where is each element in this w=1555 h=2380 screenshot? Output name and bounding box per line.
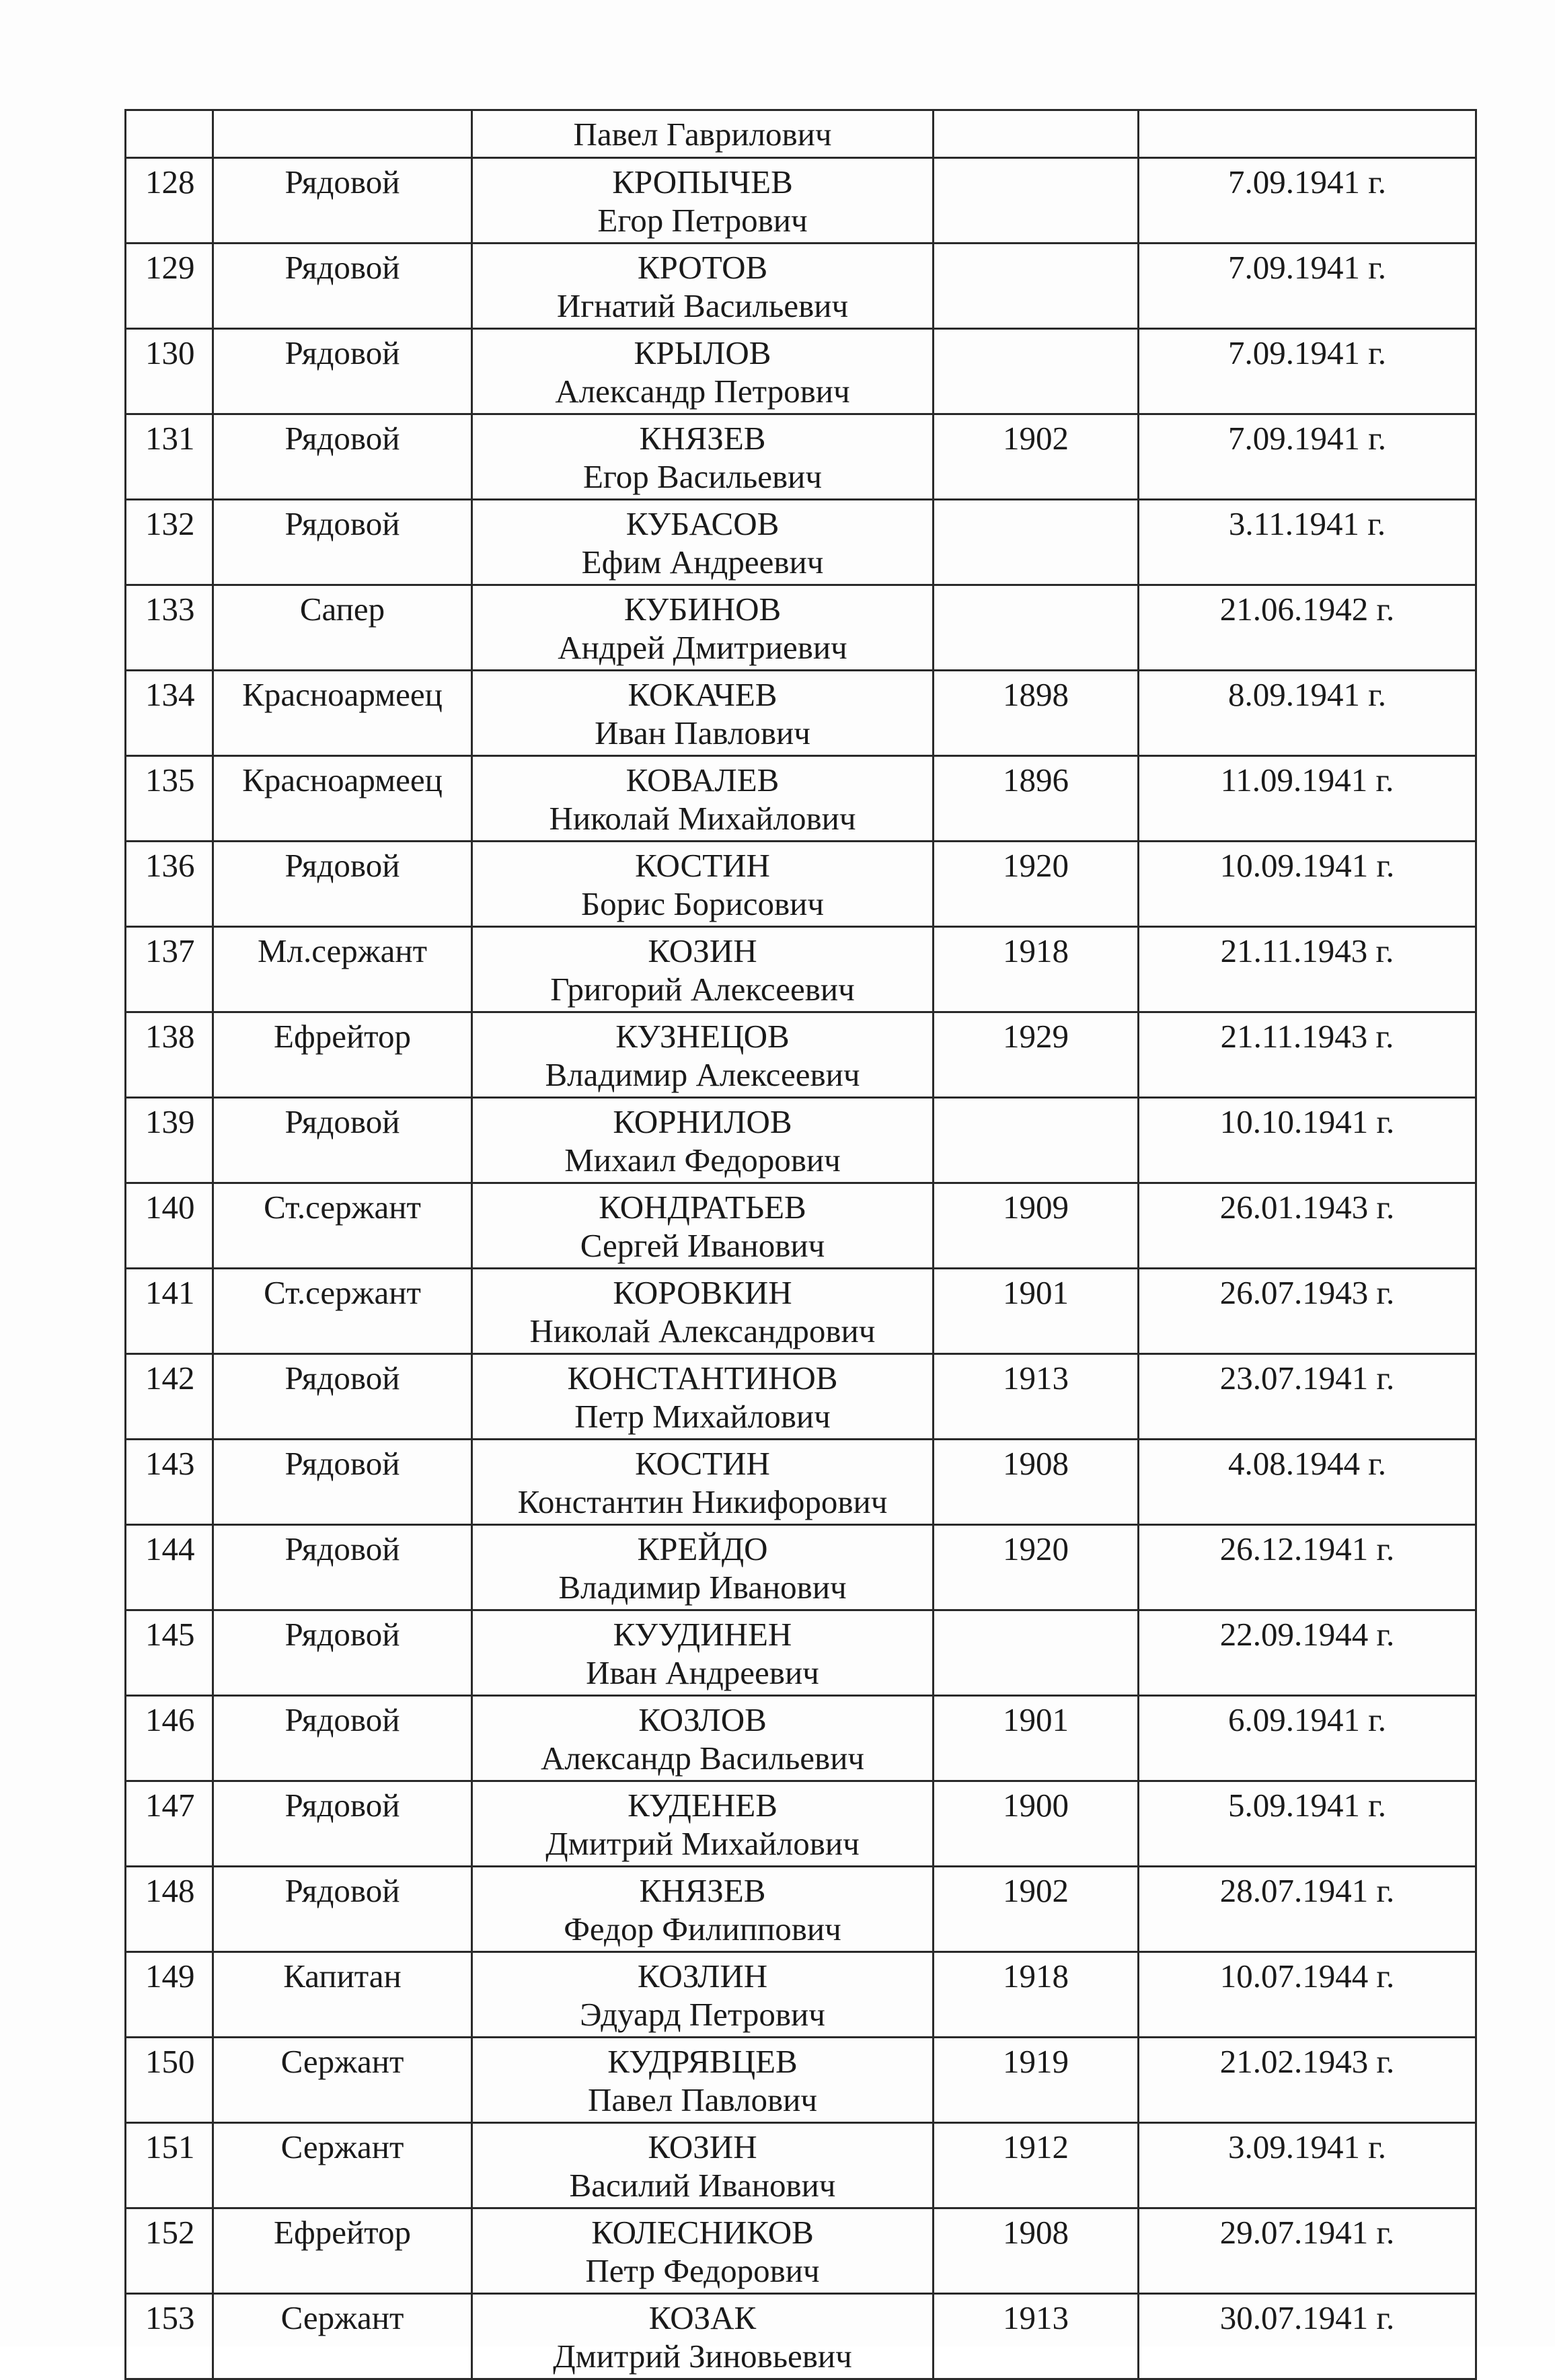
given-name: Андрей Дмитриевич <box>558 629 847 666</box>
rank: Рядовой <box>213 842 472 927</box>
name-cell <box>472 1696 934 1781</box>
birth-year: 1896 <box>934 756 1139 842</box>
given-name: Владимир Алексеевич <box>545 1056 860 1093</box>
row-number: 138 <box>126 1012 213 1098</box>
table-row <box>126 2294 1476 2379</box>
rank-cell <box>213 110 472 158</box>
death-date: 26.07.1943 г. <box>1139 1269 1476 1354</box>
birth-year: 1908 <box>934 1440 1139 1525</box>
given-name: Павел Павлович <box>587 2081 817 2118</box>
death-date: 7.09.1941 г. <box>1139 158 1476 244</box>
birth-year: 1908 <box>934 2208 1139 2294</box>
birth-year: 1901 <box>934 1696 1139 1781</box>
birth-year: 1929 <box>934 1012 1139 1098</box>
birth-year: 1920 <box>934 1525 1139 1610</box>
rank: Рядовой <box>213 500 472 585</box>
burial-register-table <box>124 109 1477 2380</box>
name-cell <box>472 2123 934 2208</box>
table-row <box>126 1269 1476 1354</box>
death-date: 10.09.1941 г. <box>1139 842 1476 927</box>
rank: Ефрейтор <box>213 2208 472 2294</box>
table-row <box>126 158 1476 244</box>
birth-year: 1919 <box>934 2038 1139 2123</box>
birth-year: 1912 <box>934 2123 1139 2208</box>
row-number: 144 <box>126 1525 213 1610</box>
row-number: 152 <box>126 2208 213 2294</box>
table-row <box>126 329 1476 414</box>
surname: КОНДРАТЬЕВ <box>599 1189 806 1226</box>
death-date: 4.08.1944 г. <box>1139 1440 1476 1525</box>
row-number: 128 <box>126 158 213 244</box>
death-date: 7.09.1941 г. <box>1139 414 1476 500</box>
name-cell <box>472 1952 934 2038</box>
name-cell <box>472 329 934 414</box>
given-name: Иван Андреевич <box>586 1654 819 1691</box>
given-name: Игнатий Васильевич <box>556 287 849 324</box>
surname: КОЗАК <box>648 2299 757 2336</box>
death-date: 30.07.1941 г. <box>1139 2294 1476 2379</box>
row-number: 147 <box>126 1781 213 1867</box>
birth-year: 1920 <box>934 842 1139 927</box>
given-name: Николай Михайлович <box>549 800 856 837</box>
name-cell <box>472 1269 934 1354</box>
death-date: 26.12.1941 г. <box>1139 1525 1476 1610</box>
birth-year: 1898 <box>934 671 1139 756</box>
rank: Красноармеец <box>213 756 472 842</box>
given-name: Петр Федорович <box>585 2252 820 2289</box>
death-date: 11.09.1941 г. <box>1139 756 1476 842</box>
table-row <box>126 585 1476 671</box>
death-date: 10.07.1944 г. <box>1139 1952 1476 2038</box>
rank: Капитан <box>213 1952 472 2038</box>
row-number: 132 <box>126 500 213 585</box>
birth-year: 1918 <box>934 927 1139 1012</box>
name-cell <box>472 1610 934 1696</box>
row-number: 140 <box>126 1183 213 1269</box>
row-number: 153 <box>126 2294 213 2379</box>
birth-year: 1913 <box>934 2294 1139 2379</box>
surname: КУЗНЕЦОВ <box>615 1018 790 1055</box>
birth-year: 1901 <box>934 1269 1139 1354</box>
death-date: 21.11.1943 г. <box>1139 927 1476 1012</box>
death-date: 21.02.1943 г. <box>1139 2038 1476 2123</box>
rank: Сержант <box>213 2123 472 2208</box>
table-row <box>126 1012 1476 1098</box>
table-row <box>126 1098 1476 1183</box>
row-number: 143 <box>126 1440 213 1525</box>
surname: КОЛЕСНИКОВ <box>591 2214 814 2251</box>
death-date: 21.11.1943 г. <box>1139 1012 1476 1098</box>
surname: КУДЕНЕВ <box>628 1787 778 1824</box>
name-cell <box>472 585 934 671</box>
table-row <box>126 1781 1476 1867</box>
table-row <box>126 1440 1476 1525</box>
rank: Рядовой <box>213 1098 472 1183</box>
table-row <box>126 2123 1476 2208</box>
rank: Мл.сержант <box>213 927 472 1012</box>
row-number: 149 <box>126 1952 213 2038</box>
birth-year: 1918 <box>934 1952 1139 2038</box>
name-cell <box>472 244 934 329</box>
rank: Рядовой <box>213 1696 472 1781</box>
birth-year-cell <box>934 110 1139 158</box>
surname: КОВАЛЕВ <box>625 761 780 798</box>
given-name: Николай Александрович <box>529 1312 876 1349</box>
given-name: Дмитрий Михайлович <box>545 1825 860 1862</box>
row-number: 145 <box>126 1610 213 1696</box>
name-cell <box>472 500 934 585</box>
name-cell <box>472 671 934 756</box>
surname: КРЕЙДО <box>637 1530 768 1567</box>
rank: Ефрейтор <box>213 1012 472 1098</box>
given-name: Павел Гаврилович <box>573 116 832 153</box>
name-cell <box>472 110 934 158</box>
birth-year <box>934 1098 1139 1183</box>
row-number: 130 <box>126 329 213 414</box>
row-number: 129 <box>126 244 213 329</box>
rank: Рядовой <box>213 1867 472 1952</box>
name-cell <box>472 1098 934 1183</box>
surname: КУДРЯВЦЕВ <box>607 2043 798 2080</box>
given-name: Иван Павлович <box>595 714 810 751</box>
given-name: Константин Никифорович <box>517 1483 888 1520</box>
rank: Рядовой <box>213 329 472 414</box>
birth-year: 1900 <box>934 1781 1139 1867</box>
table-row <box>126 500 1476 585</box>
table-row <box>126 1696 1476 1781</box>
death-date: 7.09.1941 г. <box>1139 329 1476 414</box>
row-number: 136 <box>126 842 213 927</box>
row-number: 135 <box>126 756 213 842</box>
name-cell <box>472 1354 934 1440</box>
birth-year: 1902 <box>934 414 1139 500</box>
rank: Ст.сержант <box>213 1183 472 1269</box>
given-name: Александр Петрович <box>555 373 850 410</box>
table-row <box>126 1525 1476 1610</box>
table-row <box>126 414 1476 500</box>
given-name: Эдуард Петрович <box>580 1996 825 2033</box>
rank: Рядовой <box>213 244 472 329</box>
rank: Рядовой <box>213 1525 472 1610</box>
surname: КОЗЛОВ <box>638 1701 767 1738</box>
name-cell <box>472 414 934 500</box>
rank: Рядовой <box>213 1610 472 1696</box>
name-cell <box>472 1867 934 1952</box>
death-date: 5.09.1941 г. <box>1139 1781 1476 1867</box>
birth-year: 1913 <box>934 1354 1139 1440</box>
death-date: 29.07.1941 г. <box>1139 2208 1476 2294</box>
surname: КНЯЗЕВ <box>639 1872 766 1909</box>
table-row <box>126 1952 1476 2038</box>
surname: КРОТОВ <box>637 249 768 286</box>
given-name: Владимир Иванович <box>558 1569 847 1606</box>
table-row <box>126 244 1476 329</box>
row-number: 146 <box>126 1696 213 1781</box>
given-name: Александр Васильевич <box>540 1740 865 1777</box>
surname: КОЗИН <box>648 932 757 969</box>
death-date-cell <box>1139 110 1476 158</box>
surname: КОЗИН <box>648 2128 757 2165</box>
surname: КРОПЫЧЕВ <box>612 163 793 200</box>
row-number: 151 <box>126 2123 213 2208</box>
surname: КОРНИЛОВ <box>613 1103 792 1140</box>
surname: КУУДИНЕН <box>613 1616 792 1653</box>
row-number: 137 <box>126 927 213 1012</box>
death-date: 7.09.1941 г. <box>1139 244 1476 329</box>
given-name: Федор Филиппович <box>564 1910 841 1947</box>
name-cell <box>472 2294 934 2379</box>
table-row <box>126 927 1476 1012</box>
birth-year <box>934 1610 1139 1696</box>
surname: КОНСТАНТИНОВ <box>567 1360 838 1397</box>
rank: Сержант <box>213 2294 472 2379</box>
surname: КРЫЛОВ <box>634 334 771 371</box>
row-number: 134 <box>126 671 213 756</box>
death-date: 3.11.1941 г. <box>1139 500 1476 585</box>
given-name: Ефим Андреевич <box>581 544 824 581</box>
name-cell <box>472 2208 934 2294</box>
name-cell <box>472 1525 934 1610</box>
table-row <box>126 1867 1476 1952</box>
birth-year <box>934 329 1139 414</box>
rank: Ст.сержант <box>213 1269 472 1354</box>
rank: Сержант <box>213 2038 472 2123</box>
given-name: Борис Борисович <box>581 885 824 922</box>
rank: Рядовой <box>213 158 472 244</box>
surname: КУБИНОВ <box>623 591 782 628</box>
table-row <box>126 756 1476 842</box>
birth-year <box>934 158 1139 244</box>
num-cell <box>126 110 213 158</box>
table-row <box>126 671 1476 756</box>
given-name: Егор Васильевич <box>582 458 822 495</box>
table-row <box>126 1354 1476 1440</box>
death-date: 21.06.1942 г. <box>1139 585 1476 671</box>
birth-year: 1909 <box>934 1183 1139 1269</box>
row-number: 142 <box>126 1354 213 1440</box>
surname: КОКАЧЕВ <box>628 676 778 713</box>
death-date: 26.01.1943 г. <box>1139 1183 1476 1269</box>
name-cell <box>472 1781 934 1867</box>
given-name: Дмитрий Зиновьевич <box>553 2338 852 2375</box>
death-date: 8.09.1941 г. <box>1139 671 1476 756</box>
table-row <box>126 842 1476 927</box>
name-cell <box>472 1183 934 1269</box>
given-name: Михаил Федорович <box>564 1142 841 1179</box>
table-row <box>126 2038 1476 2123</box>
surname: КОЗЛИН <box>637 1958 768 1995</box>
name-cell <box>472 756 934 842</box>
table-row <box>126 2208 1476 2294</box>
given-name: Григорий Алексеевич <box>550 971 855 1008</box>
birth-year: 1902 <box>934 1867 1139 1952</box>
row-number: 150 <box>126 2038 213 2123</box>
death-date: 3.09.1941 г. <box>1139 2123 1476 2208</box>
surname: КОСТИН <box>635 847 770 884</box>
rank: Красноармеец <box>213 671 472 756</box>
table-row <box>126 1183 1476 1269</box>
death-date: 22.09.1944 г. <box>1139 1610 1476 1696</box>
name-cell <box>472 158 934 244</box>
death-date: 6.09.1941 г. <box>1139 1696 1476 1781</box>
rank: Рядовой <box>213 1354 472 1440</box>
given-name: Петр Михайлович <box>574 1398 831 1435</box>
row-number: 133 <box>126 585 213 671</box>
table-row <box>126 1610 1476 1696</box>
rank: Сапер <box>213 585 472 671</box>
death-date: 10.10.1941 г. <box>1139 1098 1476 1183</box>
surname: КУБАСОВ <box>625 505 780 542</box>
row-number: 139 <box>126 1098 213 1183</box>
birth-year <box>934 585 1139 671</box>
given-name: Сергей Иванович <box>580 1227 825 1264</box>
name-cell <box>472 927 934 1012</box>
death-date: 23.07.1941 г. <box>1139 1354 1476 1440</box>
surname: КОРОВКИН <box>613 1274 792 1311</box>
rank: Рядовой <box>213 414 472 500</box>
name-cell <box>472 842 934 927</box>
given-name: Василий Иванович <box>569 2167 836 2204</box>
death-date: 28.07.1941 г. <box>1139 1867 1476 1952</box>
row-number: 141 <box>126 1269 213 1354</box>
surname: КНЯЗЕВ <box>639 420 766 457</box>
name-cell <box>472 1440 934 1525</box>
continuation-row <box>126 110 1476 158</box>
name-cell <box>472 2038 934 2123</box>
given-name: Егор Петрович <box>597 202 808 239</box>
row-number: 148 <box>126 1867 213 1952</box>
row-number: 131 <box>126 414 213 500</box>
birth-year <box>934 500 1139 585</box>
birth-year <box>934 244 1139 329</box>
register-body <box>126 110 1476 2379</box>
rank: Рядовой <box>213 1781 472 1867</box>
surname: КОСТИН <box>635 1445 770 1482</box>
name-cell <box>472 1012 934 1098</box>
rank: Рядовой <box>213 1440 472 1525</box>
